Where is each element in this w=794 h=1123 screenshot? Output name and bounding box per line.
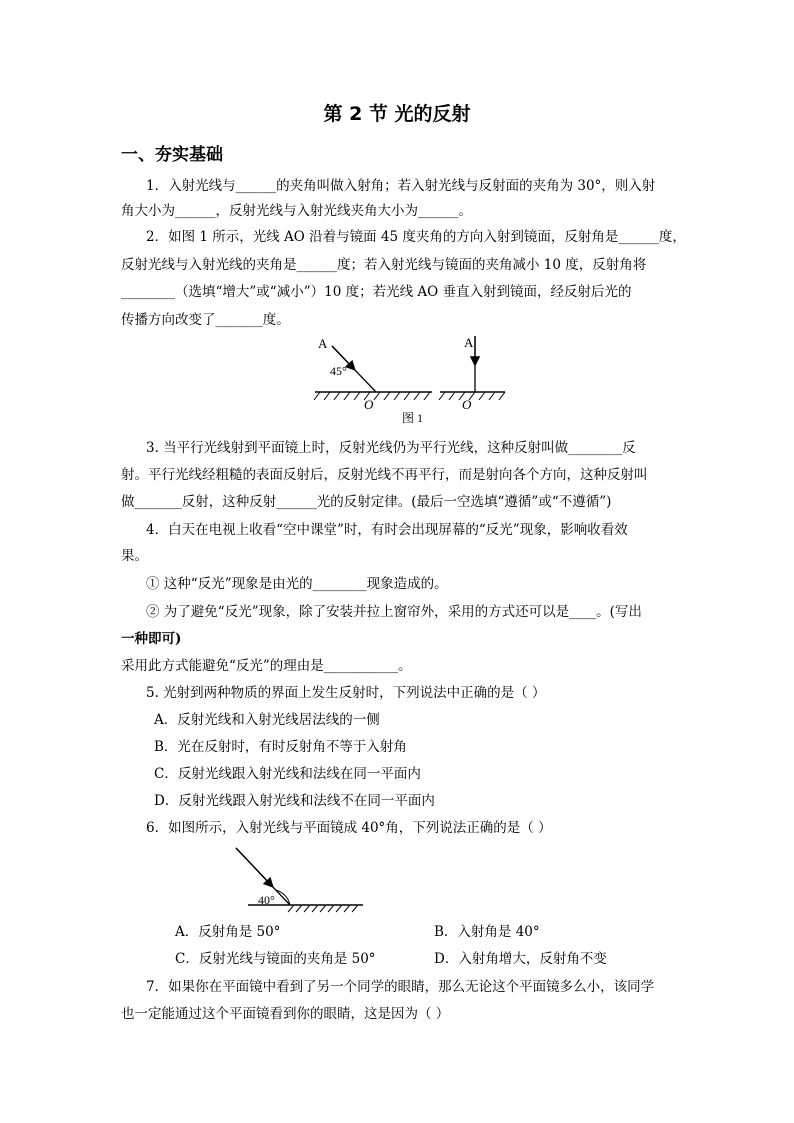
q2-line-1: 2．如图 1 所示，光线 AO 沿着与镜面 45 度夹角的方向入射到镜面，反射角是______度， xyxy=(146,229,686,245)
q6-option-a: A．反射角是 50° xyxy=(175,924,281,940)
q4-sub-1: ① 这种“反光”现象是由光的________现象造成的。 xyxy=(146,576,448,592)
page-title: 第 2 节 光的反射 xyxy=(323,103,471,125)
q3-line-1: 3. 当平行光线射到平面镜上时，反射光线仍为平行光线，这种反射叫做________反 xyxy=(146,440,636,456)
figure-1 xyxy=(310,332,510,427)
q5-option-b: B．光在反射时，有时反射角不等于入射角 xyxy=(154,739,407,755)
q5-option-a: A．反射光线和入射光线居法线的一侧 xyxy=(154,712,380,728)
right-mirror xyxy=(439,392,505,400)
q3-line-3: 做_______反射，这种反射______光的反射定律。(最后一空选填“遵循”或“不遵循”) xyxy=(121,494,612,510)
q4-line-2: 果。 xyxy=(121,548,148,564)
section-heading: 一、夯实基础 xyxy=(121,145,223,165)
q2-line-3: ________（选填“增大”或“减小”）10 度；若光线 AO 垂直入射到镜面，经反射后光的 xyxy=(121,284,632,300)
q1-line-2: 角大小为______，反射光线与入射光线夹角大小为______。 xyxy=(121,203,472,219)
q6-angle-label: 40° xyxy=(258,893,275,907)
q2-line-2: 反射光线与入射光线的夹角是______度；若入射光线与镜面的夹角减小 10 度，反射角将 xyxy=(121,257,647,273)
q6-option-b: B．入射角是 40° xyxy=(434,924,540,940)
figure-1-caption: 图 1 xyxy=(402,411,424,425)
q6-option-d: D．入射角增大，反射角不变 xyxy=(434,951,607,967)
label-o-left: O xyxy=(364,397,374,412)
q5-stem: 5. 光射到两种物质的界面上发生反射时，下列说法中正确的是（ ） xyxy=(146,685,546,701)
q2-line-4: 传播方向改变了_______度。 xyxy=(121,312,290,328)
q3-line-2: 射。平行光线经粗糙的表面反射后，反射光线不再平行，而是射向各个方向，这种反射叫 xyxy=(121,467,648,483)
q4-sub-2: ② 为了避免“反光”现象，除了安装并拉上窗帘外，采用的方式还可以是____。(写出 xyxy=(146,604,642,620)
q4-line-1: 4．白天在电视上收看“空中课堂”时，有时会出现屏幕的“反光”现象，影响收看效 xyxy=(146,522,628,538)
q7-line-1: 7．如果你在平面镜中看到了另一个同学的眼睛，那么无论这个平面镜多么小，该同学 xyxy=(146,979,655,995)
q5-option-d: D．反射光线跟入射光线和法线不在同一平面内 xyxy=(154,793,435,809)
label-o-right: O xyxy=(462,397,472,412)
q6-stem: 6．如图所示，入射光线与平面镜成 40°角，下列说法正确的是（ ） xyxy=(146,820,552,836)
label-angle-45: 45° xyxy=(330,364,347,378)
q7-line-2: 也一定能通过这个平面镜看到你的眼睛，这是因为（ ） xyxy=(121,1006,450,1022)
q5-option-c: C．反射光线跟入射光线和法线在同一平面内 xyxy=(154,766,421,782)
q1-line-1: 1．入射光线与______的夹角叫做入射角；若入射光线与反射面的夹角为 30°，则入射 xyxy=(146,178,656,194)
q4-sub-2-cont: 一种即可) xyxy=(121,631,182,647)
q4-sub-3: 采用此方式能避免“反光”的理由是___________。 xyxy=(121,658,412,674)
label-a-left: A xyxy=(318,336,328,351)
figure-q6 xyxy=(228,842,373,917)
q6-option-c: C．反射光线与镜面的夹角是 50° xyxy=(175,951,376,967)
label-a-right: A xyxy=(464,335,474,350)
